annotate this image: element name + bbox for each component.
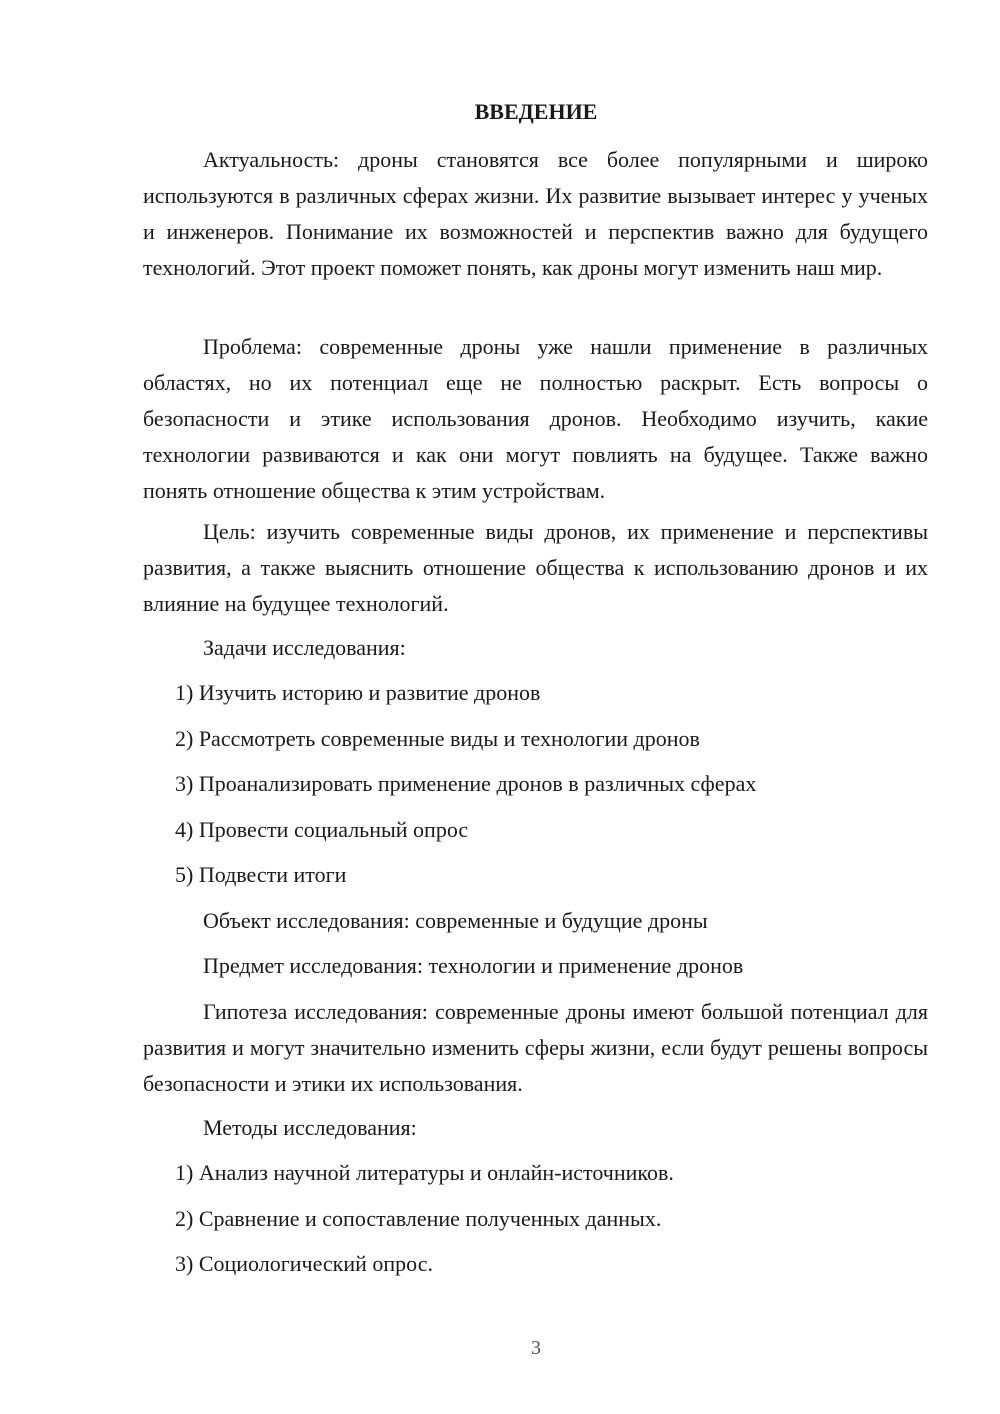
page-title: ВВЕДЕНИЕ [474,99,598,124]
relevance-paragraph: Актуальность: дроны становятся все более популярными и широко используются в различных сферах жизни. Их развитие вызывает интерес у ученых и инженеров. Понимание их возможностей и перспектив важно для будущего технологий. Этот проект поможет понять, как дроны могут изменить наш мир. [143,147,928,280]
method-item-3: 3) Социологический опрос. [175,1251,433,1276]
research-object: Объект исследования: современные и будущие дроны [203,908,708,933]
method-item-2: 2) Сравнение и сопоставление полученных данных. [175,1206,662,1231]
research-subject: Предмет исследования: технологии и применение дронов [203,953,744,978]
goal-paragraph: Цель: изучить современные виды дронов, их применение и перспективы развития, а также выяснить отношение общества к использованию дронов и их влияние на будущее технологий. [143,519,928,616]
task-item-2: 2) Рассмотреть современные виды и технологии дронов [175,726,700,751]
task-item-1: 1) Изучить историю и развитие дронов [175,680,541,705]
tasks-heading: Задачи исследования: [203,635,406,660]
page-number: 3 [531,1337,541,1359]
task-item-4: 4) Провести социальный опрос [175,817,469,842]
methods-heading: Методы исследования: [203,1115,417,1140]
task-item-5: 5) Подвести итоги [175,862,347,887]
problem-paragraph: Проблема: современные дроны уже нашли применение в различных областях, но их потенциал еще не полностью раскрыт. Есть вопросы о безопасности и этике использования дронов. Необходимо изучить, какие технологии развиваются и как они могут повлиять на будущее. Также важно понять отношение общества к этим устройствам. [143,334,928,503]
task-item-3: 3) Проанализировать применение дронов в различных сферах [175,771,757,796]
method-item-1: 1) Анализ научной литературы и онлайн-источников. [175,1160,674,1185]
hypothesis-paragraph: Гипотеза исследования: современные дроны имеют большой потенциал для развития и могут значительно изменить сферы жизни, если будут решены вопросы безопасности и этики их использования. [143,999,928,1096]
